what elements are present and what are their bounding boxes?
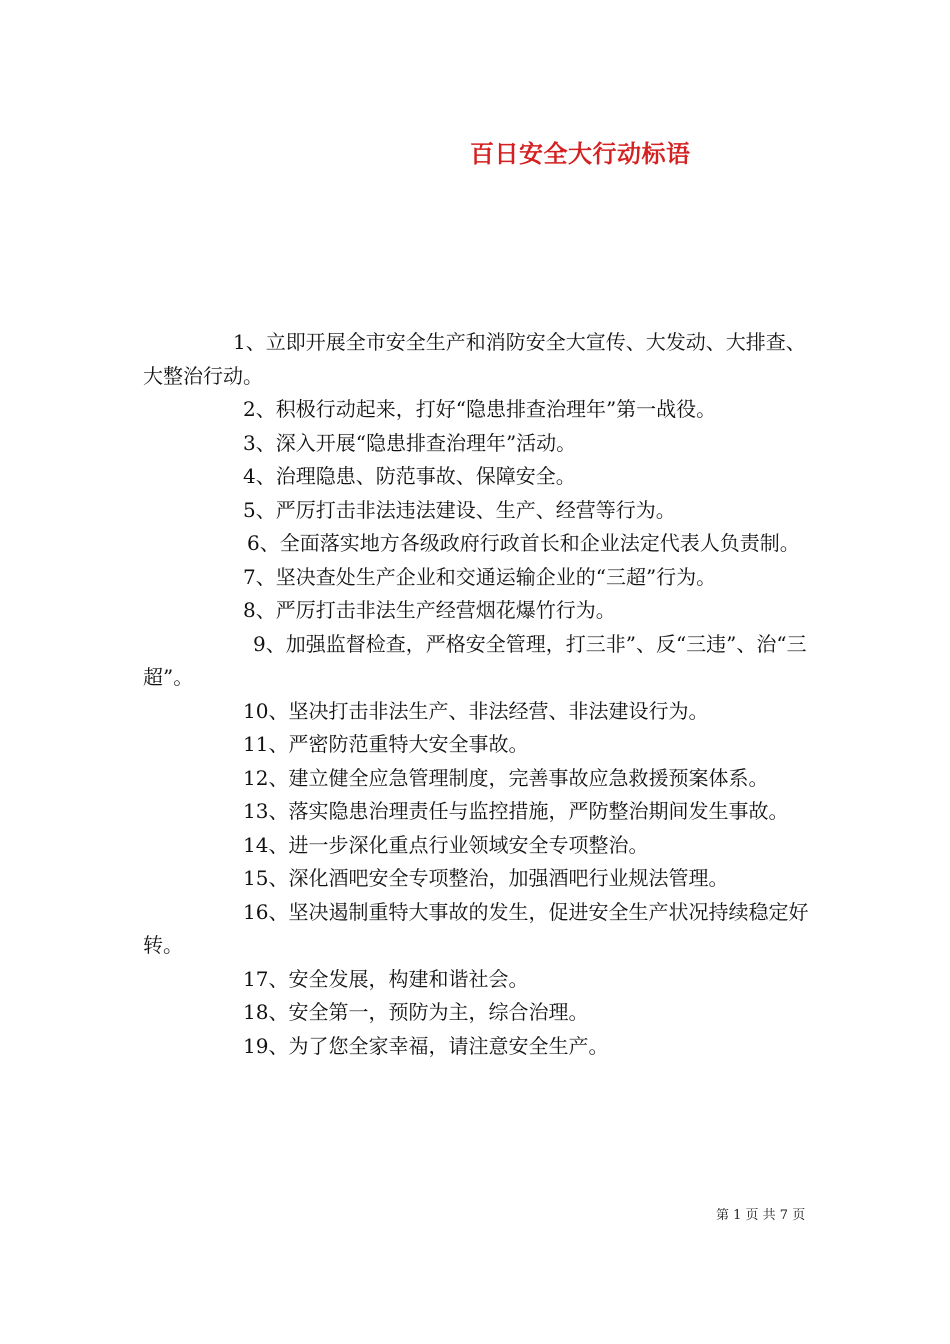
list-item: 12、建立健全应急管理制度，完善事故应急救援预案体系。 [243, 765, 769, 790]
list-item: 16、坚决遏制重特大事故的发生，促进安全生产状况持续稳定好转。 [143, 899, 809, 957]
list-item: 6、全面落实地方各级政府行政首长和企业法定代表人负责制。 [247, 531, 800, 555]
list-item: 1、立即开展全市安全生产和消防安全大宣传、大发动、大排查、大整治行动。 [143, 330, 806, 388]
list-item: 11、严密防范重特大安全事故。 [243, 732, 529, 756]
list-item: 3、深入开展“隐患排查治理年”活动。 [243, 430, 577, 455]
list-item: 8、严厉打击非法生产经营烟花爆竹行为。 [243, 598, 616, 622]
list-item: 4、治理隐患、防范事故、保障安全。 [243, 464, 576, 488]
list-item: 15、深化酒吧安全专项整治，加强酒吧行业规法管理。 [243, 866, 729, 890]
list-item: 2、积极行动起来，打好“隐患排查治理年”第一战役。 [243, 397, 717, 421]
list-item: 17、安全发展，构建和谐社会。 [243, 966, 529, 991]
list-item: 19、为了您全家幸福，请注意安全生产。 [243, 1033, 609, 1058]
slogan-list [143, 326, 813, 1063]
list-item: 7、坚决查处生产企业和交通运输企业的“三超”行为。 [243, 564, 717, 589]
list-item: 18、安全第一，预防为主，综合治理。 [243, 1000, 589, 1024]
list-item: 5、严厉打击非法违法建设、生产、经营等行为。 [243, 497, 676, 522]
list-item: 14、进一步深化重点行业领域安全专项整治。 [243, 832, 649, 857]
list-item: 9、加强监督检查，严格安全管理，打三非”、反“三违”、治“三超”。 [143, 631, 807, 689]
list-item: 13、落实隐患治理责任与监控措施，严防整治期间发生事故。 [243, 799, 789, 823]
list-item: 10、坚决打击非法生产、非法经营、非法建设行为。 [243, 698, 709, 723]
page-number: 第 1 页 共 7 页 [716, 1208, 806, 1223]
page-title: 百日安全大行动标语 [470, 139, 691, 168]
